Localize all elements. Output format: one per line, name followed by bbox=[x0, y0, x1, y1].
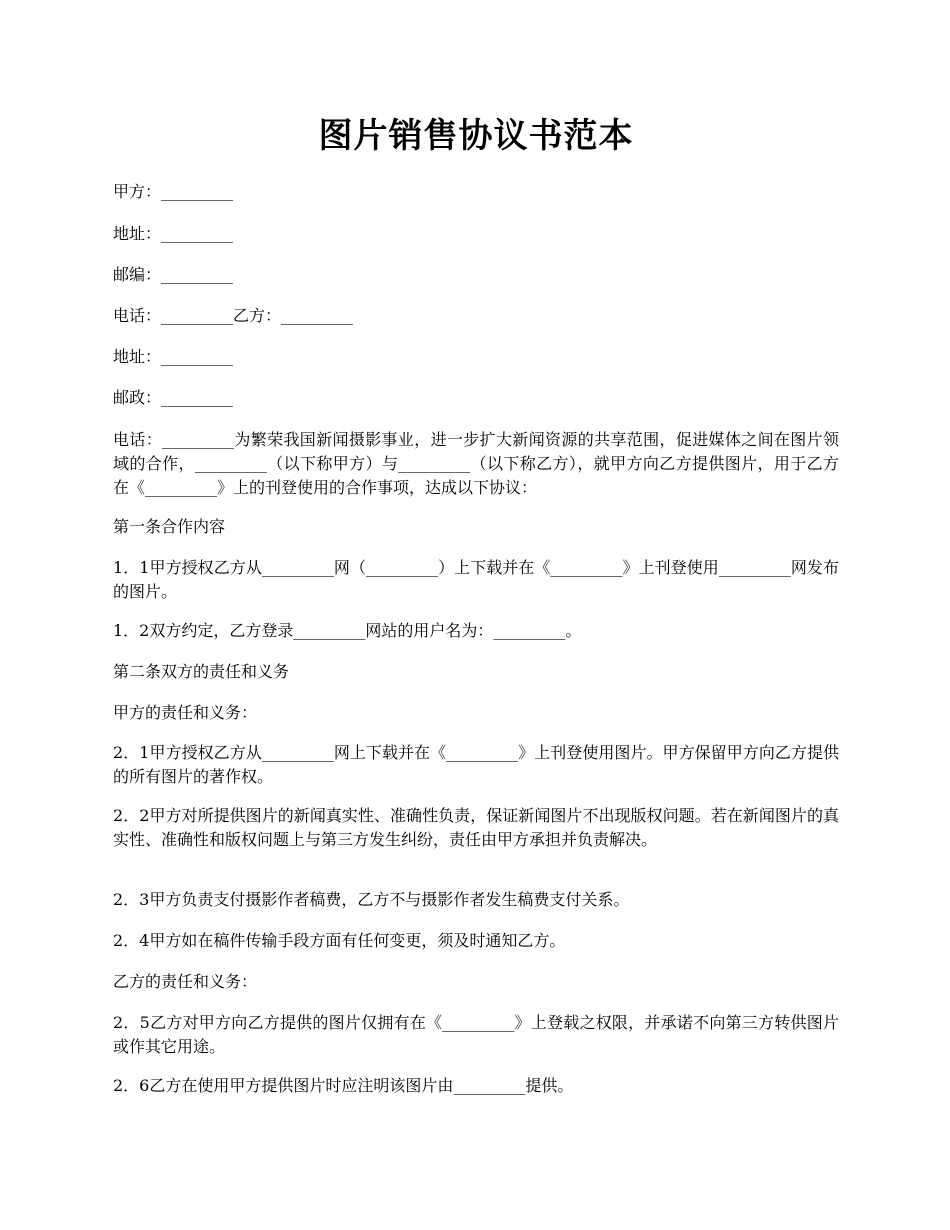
clause-1-2: 1．2双方约定，乙方登录_________网站的用户名为：_________。 bbox=[113, 621, 582, 640]
clause-2-3: 2．3甲方负责支付摄影作者稿费，乙方不与摄影作者发生稿费支付关系。 bbox=[113, 890, 630, 909]
party-a-address: 地址：_________ bbox=[113, 224, 234, 243]
clause-2-5: 2．5乙方对甲方向乙方提供的图片仅拥有在《_________》上登载之权限，并承诺不向第三方转供图片或作其它用途。 bbox=[113, 1013, 839, 1056]
clause-2-1: 2．1甲方授权乙方从_________网上下载并在《_________》上刊登使用图片。甲方保留甲方向乙方提供的所有图片的著作权。 bbox=[113, 743, 839, 786]
preamble-paragraph: 电话：_________为繁荣我国新闻摄影事业，进一步扩大新闻资源的共享范围，促进媒体之间在图片领域的合作，_________（以下称甲方）与_________（以下称乙方），就甲方向乙方提供图片，用于乙方在《_________》上的刊登使用的合作事项，达成以下协议： bbox=[113, 430, 839, 497]
clause-1-1: 1．1甲方授权乙方从_________网（_________）上下载并在《_________》上刊登使用_________网发布的图片。 bbox=[113, 558, 839, 601]
party-a-duties-heading: 甲方的责任和义务： bbox=[113, 703, 258, 722]
clause-2-4: 2．4甲方如在稿件传输手段方面有任何变更，须及时通知乙方。 bbox=[113, 931, 566, 950]
clause-2-6: 2．6乙方在使用甲方提供图片时应注明该图片由_________提供。 bbox=[113, 1076, 574, 1095]
party-b-postcode: 邮政：_________ bbox=[113, 388, 234, 407]
document-title: 图片销售协议书范本 bbox=[318, 116, 634, 156]
party-a-postcode: 邮编：_________ bbox=[113, 265, 234, 284]
party-a-name: 甲方：_________ bbox=[113, 182, 234, 201]
article-2-heading: 第二条双方的责任和义务 bbox=[113, 662, 290, 681]
clause-2-2: 2．2甲方对所提供图片的新闻真实性、准确性负责，保证新闻图片不出现版权问题。若在新闻图片的真实性、准确性和版权问题上与第三方发生纠纷，责任由甲方承担并负责解决。 bbox=[113, 806, 839, 849]
article-1-heading: 第一条合作内容 bbox=[113, 517, 226, 536]
party-b-address: 地址：_________ bbox=[113, 347, 234, 366]
party-b-duties-heading: 乙方的责任和义务： bbox=[113, 972, 258, 991]
party-a-phone-party-b-name: 电话：_________乙方：_________ bbox=[113, 306, 354, 325]
